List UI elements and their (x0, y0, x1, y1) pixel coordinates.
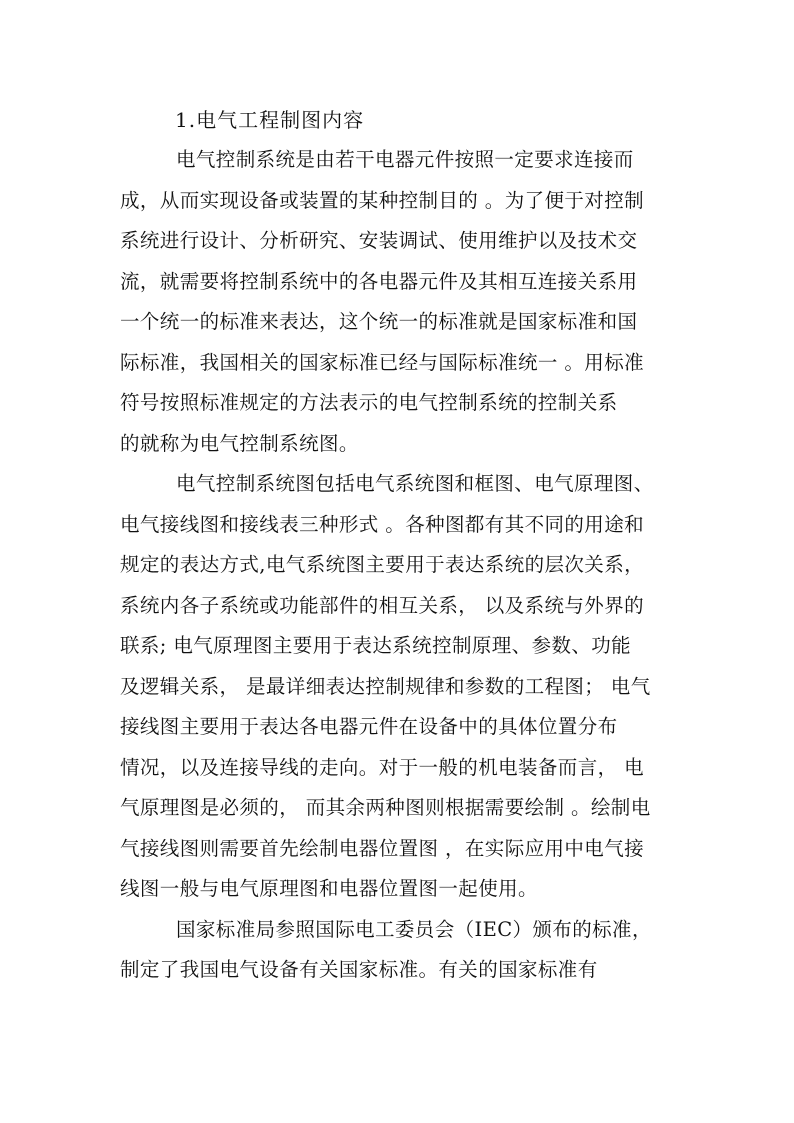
text-line: 电气接线图和接线表三种形式 。各种图都有其不同的用途和 (120, 512, 644, 536)
text-line: 系统内各子系统或功能部件的相互关系， 以及系统与外界的 (120, 593, 644, 617)
text-line: 电气控制系统图包括电气系统图和框图、电气原理图、 (176, 472, 654, 495)
text-line: 及逻辑关系， 是最详细表达控制规律和参数的工程图； 电气 (120, 674, 651, 698)
text-line: 电气控制系统是由若干电器元件按照一定要求连接而 (176, 148, 634, 171)
text-line: 线图一般与电气原理图和电器位置图一起使用。 (120, 877, 538, 900)
section-heading: 1.电气工程制图内容 (175, 108, 365, 132)
text-line: 国家标准局参照国际电工委员会（IEC）颁布的标准， (176, 917, 652, 941)
text-line: 接线图主要用于表达各电器元件在设备中的具体位置分布 (120, 715, 618, 738)
text-line: 气原理图是必须的， 而其余两种图则根据需要绘制 。绘制电 (120, 796, 651, 819)
text-line: 联系; 电气原理图主要用于表达系统控制原理、参数、功能 (120, 634, 632, 657)
text-line: 系统进行设计、分析研究、安装调试、使用维护以及技术交 (120, 229, 638, 252)
text-line: 规定的表达方式,电气系统图主要用于表达系统的层次关系， (120, 553, 644, 576)
body-text (120, 140, 680, 991)
text-line: 的就称为电气控制系统图。 (120, 431, 359, 455)
text-line: 制定了我国电气设备有关国家标准。有关的国家标准有 (120, 958, 598, 981)
text-line: 符号按照标准规定的方法表示的电气控制系统的控制关系 (120, 391, 618, 414)
text-line: 一个统一的标准来表达，这个统一的标准就是国家标准和国 (120, 310, 638, 333)
text-line: 情况，以及连接导线的走向。对于一般的机电装备而言， 电 (120, 755, 644, 779)
text-line: 际标准，我国相关的国家标准已经与国际标准统一 。用标准 (120, 350, 644, 374)
text-line: 气接线图则需要首先绘制电器位置图 ，在实际应用中电气接 (120, 836, 644, 860)
text-line: 成，从而实现设备或装置的某种控制目的 。为了便于对控制 (120, 188, 644, 212)
text-line: 流，就需要将控制系统中的各电器元件及其相互连接关系用 (120, 269, 638, 293)
